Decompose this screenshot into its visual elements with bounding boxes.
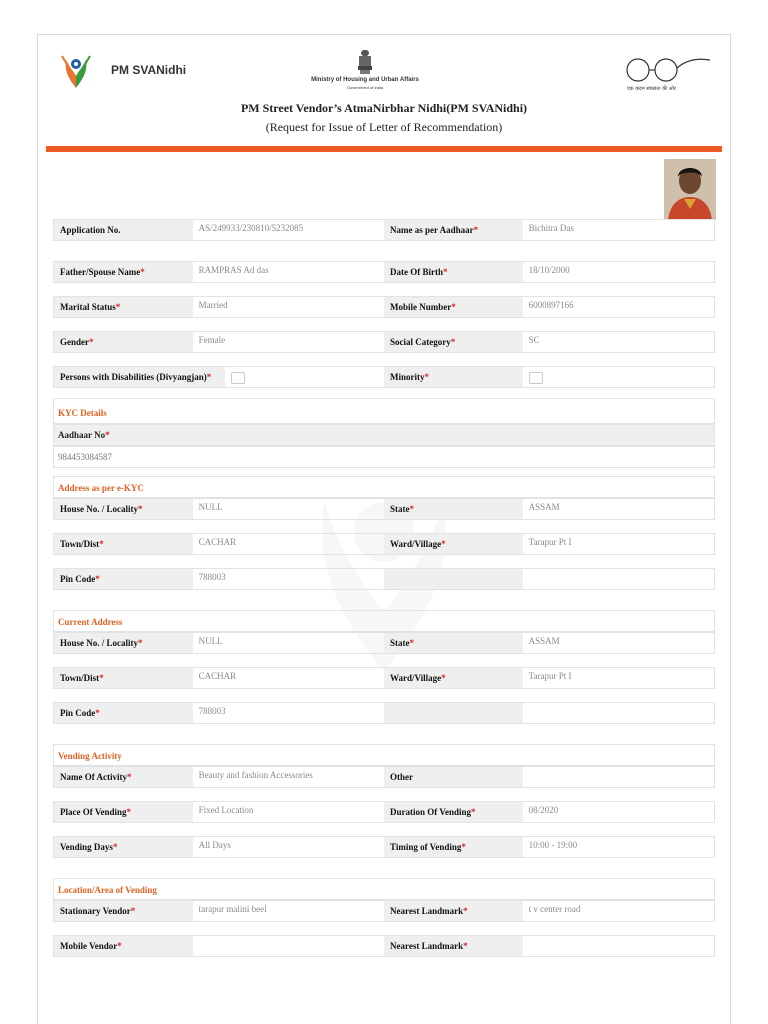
row-ekyc-house-state (53, 498, 715, 520)
other-label: Other (384, 767, 523, 787)
category-text: Social Category (390, 337, 451, 347)
landmark-label: Nearest Landmark * (384, 901, 523, 921)
row-father-dob (53, 261, 715, 283)
ekyc-town-label: Town/Dist * (54, 534, 193, 554)
application-no-label: Application No. (54, 220, 193, 240)
landmark2-label: Nearest Landmark * (384, 936, 523, 956)
dob-label: Date Of Birth * (384, 262, 523, 282)
ekyc-address-title: Address as per e-KYC (53, 476, 715, 498)
kyc-section-title: KYC Details (53, 398, 715, 424)
ekyc-ward-label: Ward/Village * (384, 534, 523, 554)
duration-value: 08/2020 (528, 805, 559, 815)
current-house-value: NULL (198, 636, 223, 646)
applicant-photo (664, 159, 716, 220)
gender-value: Female (198, 335, 226, 345)
ekyc-pin-text: Pin Code (60, 574, 96, 584)
row-current-pin (53, 702, 715, 724)
disability-checkbox[interactable] (231, 372, 245, 384)
header-divider (46, 146, 722, 152)
gender-text: Gender (60, 337, 89, 347)
disability-label: Persons with Disabilities (Divyangjan) * (54, 367, 225, 387)
duration-text: Duration Of Vending (390, 807, 472, 817)
ekyc-house-text: House No. / Locality (60, 504, 138, 514)
name-aadhaar-label: Name as per Aadhaar * (384, 220, 523, 240)
page-title: PM Street Vendor’s AtmaNirbhar Nidhi(PM SVANidhi) (240, 101, 528, 115)
name-aadhaar-value: Bichitra Das (528, 223, 574, 233)
disability-text: Persons with Disabilities (Divyangjan) (60, 372, 207, 382)
ekyc-ward-value: Tarapur Pt I (528, 537, 572, 547)
ekyc-empty-value (523, 569, 714, 589)
days-label: Vending Days * (54, 837, 193, 857)
minority-cell (523, 367, 714, 387)
national-emblem-icon (355, 48, 375, 76)
ekyc-pin-label: Pin Code * (54, 569, 193, 589)
days-text: Vending Days (60, 842, 113, 852)
ekyc-state-label: State * (384, 499, 523, 519)
row-application (53, 219, 715, 241)
ekyc-state-value: ASSAM (528, 502, 560, 512)
row-ekyc-pin (53, 568, 715, 590)
father-label: Father/Spouse Name * (54, 262, 193, 282)
row-current-town-ward (53, 667, 715, 689)
current-ward-value: Tarapur Pt I (528, 671, 572, 681)
ekyc-empty-label (384, 569, 523, 589)
row-activity-other (53, 766, 715, 788)
current-empty-label (384, 703, 523, 723)
stationary-text: Stationary Vendor (60, 906, 131, 916)
landmark-value: t v center road (528, 904, 581, 914)
row-place-duration (53, 801, 715, 823)
stationary-value: tarapur malini beel (198, 904, 267, 914)
days-value: All Days (198, 840, 231, 850)
current-state-value: ASSAM (528, 636, 560, 646)
timing-value: 10:00 - 19:00 (528, 840, 578, 850)
ekyc-house-label: House No. / Locality * (54, 499, 193, 519)
category-value: SC (528, 335, 540, 345)
minority-label: Minority * (384, 367, 523, 387)
marital-text: Marital Status (60, 302, 116, 312)
father-value: RAMPRAS Ad das (198, 265, 269, 275)
father-text: Father/Spouse Name (60, 267, 141, 277)
application-no-value: AS/249933/230810/5232085 (198, 223, 304, 233)
current-house-label: House No. / Locality * (54, 633, 193, 653)
row-marital-mobile (53, 296, 715, 318)
mobile-text: Mobile Number (390, 302, 452, 312)
place-label: Place Of Vending * (54, 802, 193, 822)
mobile-label: Mobile Number * (384, 297, 523, 317)
place-value: Fixed Location (198, 805, 254, 815)
current-ward-text: Ward/Village (390, 673, 442, 683)
pm-svanidhi-logo (56, 50, 96, 90)
ekyc-house-value: NULL (198, 502, 223, 512)
row-ekyc-town-ward (53, 533, 715, 555)
place-text: Place Of Vending (60, 807, 127, 817)
current-ward-label: Ward/Village * (384, 668, 523, 688)
name-aadhaar-text: Name as per Aadhaar (390, 225, 474, 235)
page-subtitle: (Request for Issue of Letter of Recommendation) (265, 120, 503, 134)
current-town-text: Town/Dist (60, 673, 100, 683)
swachh-bharat-logo (624, 52, 714, 92)
ekyc-state-text: State (390, 504, 410, 514)
dob-text: Date Of Birth (390, 267, 443, 277)
ekyc-town-value: CACHAR (198, 537, 237, 547)
ministry-name (300, 76, 430, 92)
current-state-text: State (390, 638, 410, 648)
current-pin-value: 788003 (198, 706, 226, 716)
activity-label: Name Of Activity * (54, 767, 193, 787)
row-disability-minority (53, 366, 715, 388)
aadhaar-label-row: Aadhaar No * (53, 424, 715, 446)
current-address-title: Current Address (53, 610, 715, 632)
mobile-vendor-value (193, 936, 384, 956)
timing-label: Timing of Vending * (384, 837, 523, 857)
current-pin-label: Pin Code * (54, 703, 193, 723)
landmark2-value (523, 936, 714, 956)
ekyc-pin-value: 788003 (198, 572, 226, 582)
ekyc-ward-text: Ward/Village (390, 539, 442, 549)
row-stationary-landmark (53, 900, 715, 922)
ekyc-town-text: Town/Dist (60, 539, 100, 549)
stationary-label: Stationary Vendor * (54, 901, 193, 921)
mobile-vendor-text: Mobile Vendor (60, 941, 118, 951)
dob-value: 18/10/2000 (528, 265, 570, 275)
aadhaar-value: 984453084587 (53, 446, 715, 468)
other-value (523, 767, 714, 787)
gender-label: Gender * (54, 332, 193, 352)
row-current-house-state (53, 632, 715, 654)
current-pin-text: Pin Code (60, 708, 96, 718)
minority-checkbox[interactable] (529, 372, 543, 384)
ministry-label: Ministry of Housing and Urban Affairs (311, 77, 419, 83)
activity-value: Beauty and fashion Accessories (198, 770, 313, 780)
duration-label: Duration Of Vending * (384, 802, 523, 822)
current-town-label: Town/Dist * (54, 668, 193, 688)
row-mobile-vendor (53, 935, 715, 957)
landmark2-text: Nearest Landmark (390, 941, 464, 951)
mobile-value: 6000897166 (528, 300, 574, 310)
minority-text: Minority (390, 372, 425, 382)
activity-text: Name Of Activity (60, 772, 127, 782)
current-state-label: State * (384, 633, 523, 653)
current-empty-value (523, 703, 714, 723)
marital-value: Married (198, 300, 228, 310)
category-label: Social Category * (384, 332, 523, 352)
logo-tagline: एक कदम स्वच्छता की ओर (627, 86, 676, 92)
government-label: Government of India (346, 85, 384, 90)
row-gender-category (53, 331, 715, 353)
location-section-title: Location/Area of Vending (53, 878, 715, 900)
brand-name: PM SVANidhi (111, 63, 187, 77)
mobile-vendor-label: Mobile Vendor * (54, 936, 193, 956)
landmark-text: Nearest Landmark (390, 906, 464, 916)
marital-label: Marital Status * (54, 297, 193, 317)
timing-text: Timing of Vending (390, 842, 462, 852)
disability-cell (225, 367, 384, 387)
aadhaar-label: Aadhaar No (58, 430, 106, 440)
current-town-value: CACHAR (198, 671, 237, 681)
row-days-timing (53, 836, 715, 858)
current-house-text: House No. / Locality (60, 638, 138, 648)
vending-section-title: Vending Activity (53, 744, 715, 766)
